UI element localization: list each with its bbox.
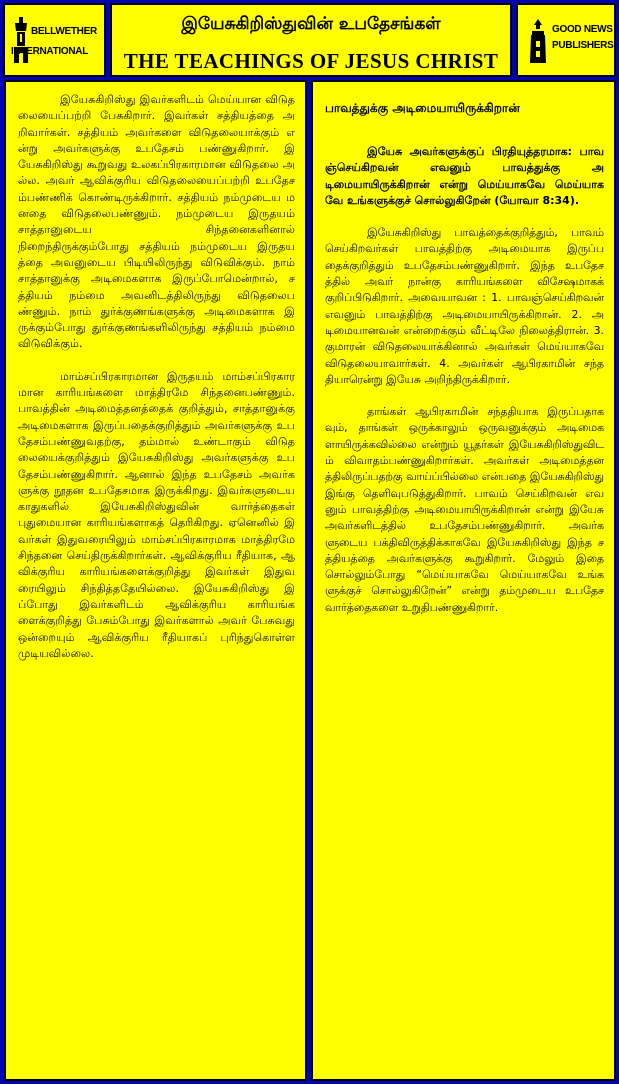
section-title: பாவத்துக்கு அடிமையாயிருக்கிறான் xyxy=(325,101,520,115)
scripture-quote: இயேசு அவர்களுக்குப் பிரதியுத்தரமாக: பாவஞ்செய்கிறவன் எவனும் பாவத்துக்கு அடிமையாயிருக்கிறான் என்று மெய்யாகவே மெய்யாகவே உங்களுக்குச் சொல்லுகிறேன் (யோவா 8:34). xyxy=(325,145,604,207)
good-news-logo xyxy=(516,3,616,77)
left-paragraph-2: மாம்சப்பிரகாரமான இருதயம் மாம்சப்பிரகாரமான காரியங்களை மாத்திரமே சிந்தனைபண்ணும். பாவத்தின் அடிமைத்தனத்தைக் குறித்தும், சாத்தானுக்கு அடிமைகளாக இருப்பதைக்குறித்தும் அவர்களுக்கு உபதேசம்பண்ணுவதற்கு, தம்மால் உண்டாகும் விடுதலையைக்குறித்தும் இயேசுகிறிஸ்து அவர்களுக்கு உபதேசம்பண்ணுகிறார். ஆனால் இந்த உபதேசம் அவர்களுக்கு நூதன உபதேசமாக இருக்கிறது. இவர்களுடைய காதுகளில் இயேசுகிறிஸ்துவின் வார்த்தைகள் புதுமையான காரியங்களாகத் தெரிகிறது. ஏனெனில் இவர்கள் இதுவரையிலும் மாம்சப்பிரகாரமாக மாத்திரமே சிந்தனை செய்திருக்கிறார்கள். ஆவிக்குரிய ரீதியாக, ஆவிக்குரிய காரியங்களைக்குறித்து இவர்கள் இதுவரையிலும் சிந்தித்ததேயில்லை. இயேசுகிறிஸ்து இப்போது இவர்களிடம் ஆவிக்குரிய காரியங்களைக்குறித்து பேசும்போது இவர்களால் அவர் பேசுவது ஒன்றையும் ஆவிக்குரிய ரீதியாகப் புரிந்துகொள்ள முடியவில்லை. xyxy=(18,369,295,660)
title-box xyxy=(110,3,512,77)
left-paragraph-1: இயேசுகிறிஸ்து இவர்களிடம் மெய்யான விடுதலையைப்பற்றி பேசுகிறார். இவர்கள் சத்தியத்தை அறிவார்கள். சத்தியம் அவர்களை விடுதலையாக்கும் என்று அவர்களுக்கு உபதேசம் பண்ணுகிறார். இயேசுகிறிஸ்து கூறுவது உலகப்பிரகாரமான விடுதலை அல்ல. அவர் ஆவிக்குரிய விடுதலையைப்பற்றி உபதேசம்பண்ணிக் கொண்டிருக்கிறார். சத்தியம் நம்முடைய மனதை விடுதலைபண்ணும். நம்முடைய இருதயம் சாத்தானுடைய சிந்தனைகளினால் நிறைந்திருக்கும்போது சத்தியம் நம்முடைய இருதயத்தை அவனுடைய பிடியிலிருந்து விடுவிக்கும். நாம் சாத்தானுக்கு அடிமைகளாக இருப்போமென்றால், சத்தியம் நம்மை அவனிடத்திலிருந்து விடுதலைபண்ணும். நாம் துர்க்குணங்களுக்கு அடிமைகளாக இருக்கும்போது துர்க்குணங்களிலிருந்து சத்தியம் நம்மை விடுவிக்கும். xyxy=(18,93,295,351)
logo-right-line2: PUBLISHERS xyxy=(552,40,614,51)
logo-right-line1: GOOD NEWS xyxy=(552,24,613,35)
header xyxy=(3,3,616,77)
title-english: THE TEACHINGS OF JESUS CHRIST xyxy=(123,49,499,73)
logo-left-line1: BELLWETHER xyxy=(31,26,97,37)
logo-left-line2: INTERNATIONAL xyxy=(11,46,89,57)
title-tamil: இயேசுகிறிஸ்துவின் உபதேசங்கள் xyxy=(181,14,441,34)
trumpet-angel-icon xyxy=(526,17,550,65)
right-column xyxy=(311,80,616,1081)
bellwether-logo xyxy=(3,3,106,77)
right-paragraph-2: தாங்கள் ஆபிரகாமின் சந்ததியாக இருப்பதாகவும், தாங்கள் ஒருக்காலும் ஒருவனுக்கும் அடிமைகளாயிருக்கவில்லை என்றும் யூதர்கள் இயேசுகிறிஸ்துவிடம் விவாதம்பண்ணுகிறார்கள். அவர்கள் அடிமைத்தனத்திலிருப்பதற்கு வாய்ப்பில்லை என்பதை இயேசுகிறிஸ்து இங்கு தெளிவுபடுத்துகிறார். பாவம் செய்கிறவன் எவனும் பாவத்திற்கு அடிமையாயிருக்கிறான் என்று இயேசு அவர்களிடத்தில் உபதேசம்பண்ணுகிறார். அவர்களுடைய பக்திவிருத்திக்காகவே இயேசுகிறிஸ்து இந்த சத்தியத்தை அவர்களுக்கு கூறுகிறார். மேலும் இதை சொல்லும்போது “மெய்யாகவே மெய்யாகவே உங்களுக்குச் சொல்லுகிறேன்” என்று தம்முடைய உபதேச வார்த்தைகளை உறுதிபண்ணுகிறார். xyxy=(325,405,604,614)
right-paragraph-1: இயேசுகிறிஸ்து பாவத்தைக்குறித்தும், பாவம் செய்கிறவர்கள் பாவத்திற்கு அடிமையாக இருப்பதைக்குறித்தும் உபதேசம்பண்ணுகிறார். இந்த உபதேசத்தில் அவர் நான்கு காரியங்களை விசேஷமாகக் குறிப்பிடுகிறார். அவையாவன : 1. பாவஞ்செய்கிறவன் எவனும் பாவத்திற்கு அடிமையாயிருக்கிறான். 2. அடிமையானவன் என்றைக்கும் வீட்டிலே நிலைத்திரான். 3. குமாரன் விடுதலையாக்கினால் அவர்கள் மெய்யாகவே விடுதலையாவார்கள். 4. அவர்கள் ஆபிரகாமின் சந்ததியாரென்று இயேசு அறிந்திருக்கிறார். xyxy=(325,226,604,386)
left-column xyxy=(4,80,307,1081)
